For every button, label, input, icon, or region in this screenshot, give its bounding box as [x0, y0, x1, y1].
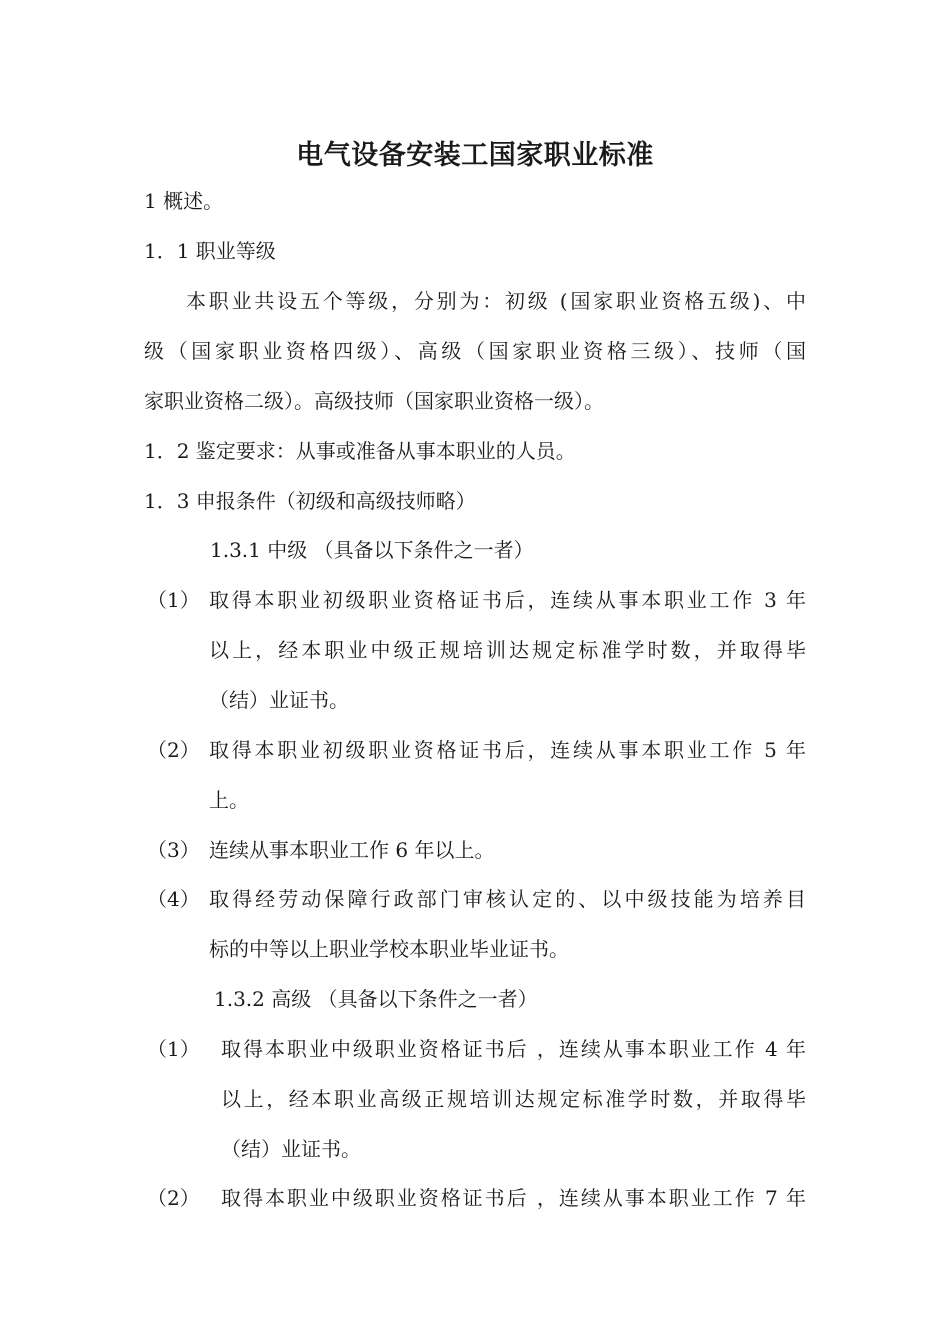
paragraph-line: 本职业共设五个等级，分别为：初级 (国家职业资格五级)、中	[186, 289, 806, 313]
paragraph-line: 级（国家职业资格四级）、高级（国家职业资格三级）、技师（国	[144, 339, 806, 363]
list-item-line: 上。	[209, 788, 249, 812]
list-item-number: （2）	[147, 738, 200, 762]
section-overview: 1 概述。	[144, 189, 224, 213]
list-item-number: （4）	[147, 887, 200, 911]
section-1-1-heading: 1．1 职业等级	[144, 239, 276, 263]
document-title: 电气设备安装工国家职业标准	[296, 140, 654, 171]
list-item-line: 取得本职业初级职业资格证书后，连续从事本职业工作 5 年	[209, 738, 806, 762]
list-item-number: （1）	[147, 1037, 200, 1061]
section-1-3-1-heading: 1.3.1 中级 （具备以下条件之一者）	[210, 538, 534, 562]
list-item-line: 取得本职业中级职业资格证书后 ，连续从事本职业工作 4 年	[221, 1037, 806, 1061]
paragraph-line: 家职业资格二级）。高级技师（国家职业资格一级）。	[144, 389, 604, 413]
list-item-line: （结）业证书。	[221, 1137, 361, 1161]
list-item-number: （1）	[147, 588, 200, 612]
list-item-line: 以上，经本职业中级正规培训达规定标准学时数，并取得毕	[209, 638, 806, 662]
list-item-line: 标的中等以上职业学校本职业毕业证书。	[209, 937, 569, 961]
section-1-3: 1．3 申报条件（初级和高级技师略）	[144, 489, 476, 513]
section-1-2: 1．2 鉴定要求：从事或准备从事本职业的人员。	[144, 439, 576, 463]
list-item-number: （3）	[147, 838, 200, 862]
list-item-line: 取得本职业中级职业资格证书后 ，连续从事本职业工作 7 年	[221, 1186, 806, 1210]
section-1-3-2-heading: 1.3.2 高级 （具备以下条件之一者）	[214, 987, 538, 1011]
list-item-line: 取得本职业初级职业资格证书后，连续从事本职业工作 3 年	[209, 588, 806, 612]
list-item-number: （2）	[147, 1186, 200, 1210]
list-item-line: 以上，经本职业高级正规培训达规定标准学时数，并取得毕	[221, 1087, 806, 1111]
list-item-line: （结）业证书。	[209, 688, 349, 712]
list-item-line: 连续从事本职业工作 6 年以上。	[209, 838, 495, 862]
list-item-line: 取得经劳动保障行政部门审核认定的、以中级技能为培养目	[209, 887, 806, 911]
